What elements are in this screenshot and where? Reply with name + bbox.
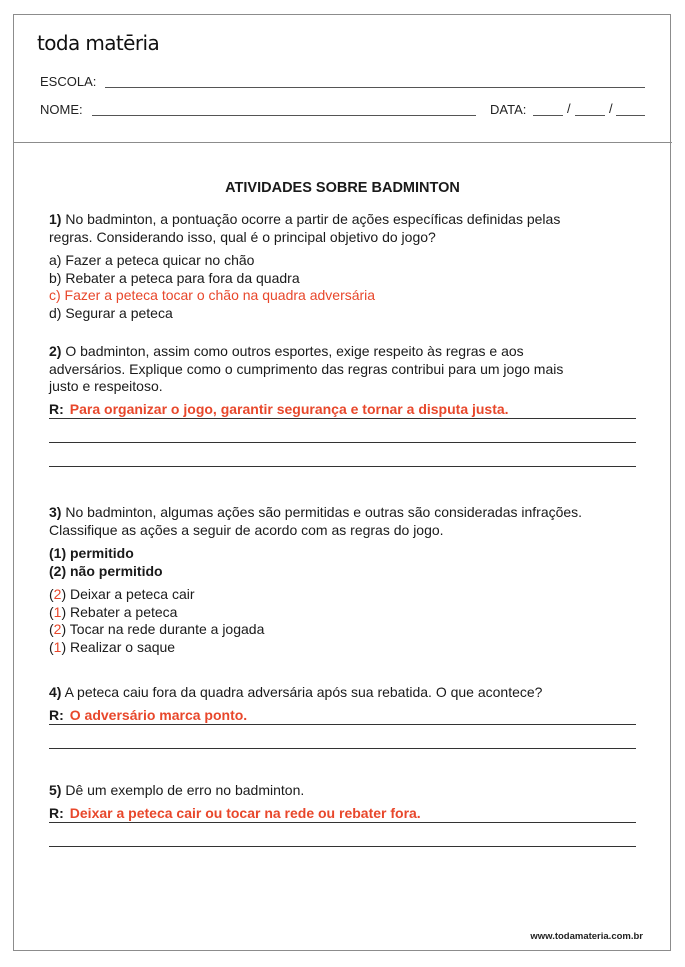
footer-url[interactable]: www.todamateria.com.br	[530, 931, 643, 942]
date-label: DATA:	[490, 102, 527, 117]
classify-item: (2) Tocar na rede durante a jogada	[49, 621, 265, 637]
question-text: Classifique as ações a seguir de acordo com as regras do jogo.	[49, 521, 444, 538]
answer-label: R:	[49, 805, 64, 821]
classify-item: (1) Rebater a peteca	[49, 603, 178, 620]
worksheet-title: ATIVIDADES SOBRE BADMINTON	[225, 180, 460, 196]
classify-text: Deixar a peteca cair	[70, 586, 195, 602]
date-month-field[interactable]	[575, 115, 605, 116]
answer-text: Deixar a peteca cair ou tocar na rede ou rebater fora.	[69, 805, 421, 821]
answer-line[interactable]	[49, 442, 636, 443]
answer-2	[49, 401, 509, 418]
date-year-field[interactable]	[616, 115, 645, 116]
answer-line[interactable]	[49, 466, 636, 467]
date-day-field[interactable]	[533, 115, 563, 116]
option-a: a) Fazer a peteca quicar no chão	[49, 252, 255, 268]
option-c-correct: c) Fazer a peteca tocar o chão na quadra adversária	[49, 287, 376, 303]
question-text: O badminton, assim como outros esportes, exige respeito às regras e aos	[65, 343, 524, 359]
question-text: justo e respeitoso.	[49, 378, 163, 394]
classify-answer: 2	[53, 586, 62, 602]
classify-text: Rebater a peteca	[70, 603, 178, 620]
legend-not-permitted: (2) não permitido	[49, 562, 163, 579]
answer-4	[49, 707, 247, 724]
header-divider	[13, 142, 672, 143]
answer-line[interactable]	[49, 846, 636, 847]
classify-answer: 2	[53, 621, 62, 637]
name-label: NOME:	[40, 102, 83, 117]
question-number: 5)	[49, 782, 62, 798]
question-4	[49, 684, 639, 702]
question-5	[49, 782, 639, 800]
name-field[interactable]	[92, 115, 476, 116]
question-text: A peteca caiu fora da quadra adversária após sua rebatida. O que acontece?	[64, 684, 543, 700]
question-number: 4)	[49, 684, 62, 700]
answer-line[interactable]	[49, 724, 636, 725]
question-3	[49, 504, 639, 539]
legend-permitted: (1) permitido	[49, 545, 134, 561]
answer-label: R:	[49, 707, 64, 723]
question-text: No badminton, algumas ações são permitidas e outras são consideradas infrações.	[65, 504, 583, 520]
question-text: adversários. Explique como o cumprimento das regras contribui para um jogo mais	[49, 360, 564, 377]
answer-line[interactable]	[49, 418, 636, 419]
answer-text: O adversário marca ponto.	[69, 707, 248, 723]
answer-line[interactable]	[49, 822, 636, 823]
classify-text: Realizar o saque	[70, 638, 176, 655]
classify-answer: 1	[53, 603, 62, 620]
brand-logo: toda matēria	[37, 31, 160, 55]
answer-line[interactable]	[49, 748, 636, 749]
classify-item: (2) Deixar a peteca cair	[49, 586, 195, 602]
answer-label: R:	[49, 401, 64, 417]
classify-answer: 1	[53, 638, 62, 655]
answer-text: Para organizar o jogo, garantir segurança e tornar a disputa justa.	[69, 401, 509, 417]
answer-5	[49, 805, 421, 822]
question-number: 3)	[49, 504, 62, 520]
question-number: 2)	[49, 343, 62, 359]
option-d: d) Segurar a peteca	[49, 304, 173, 321]
date-separator: /	[567, 101, 571, 116]
classify-item: (1) Realizar o saque	[49, 638, 176, 655]
date-separator: /	[609, 101, 613, 116]
school-label: ESCOLA:	[40, 74, 97, 89]
question-2	[49, 343, 639, 396]
option-b: b) Rebater a peteca para fora da quadra	[49, 269, 300, 286]
question-text: No badminton, a pontuação ocorre a partir de ações específicas definidas pelas	[65, 211, 561, 227]
question-text: regras. Considerando isso, qual é o principal objetivo do jogo?	[49, 228, 436, 245]
question-1	[49, 211, 639, 246]
school-field[interactable]	[105, 87, 645, 88]
question-number: 1)	[49, 211, 62, 227]
classify-text: Tocar na rede durante a jogada	[69, 621, 265, 637]
question-text: Dê um exemplo de erro no badminton.	[65, 782, 305, 798]
